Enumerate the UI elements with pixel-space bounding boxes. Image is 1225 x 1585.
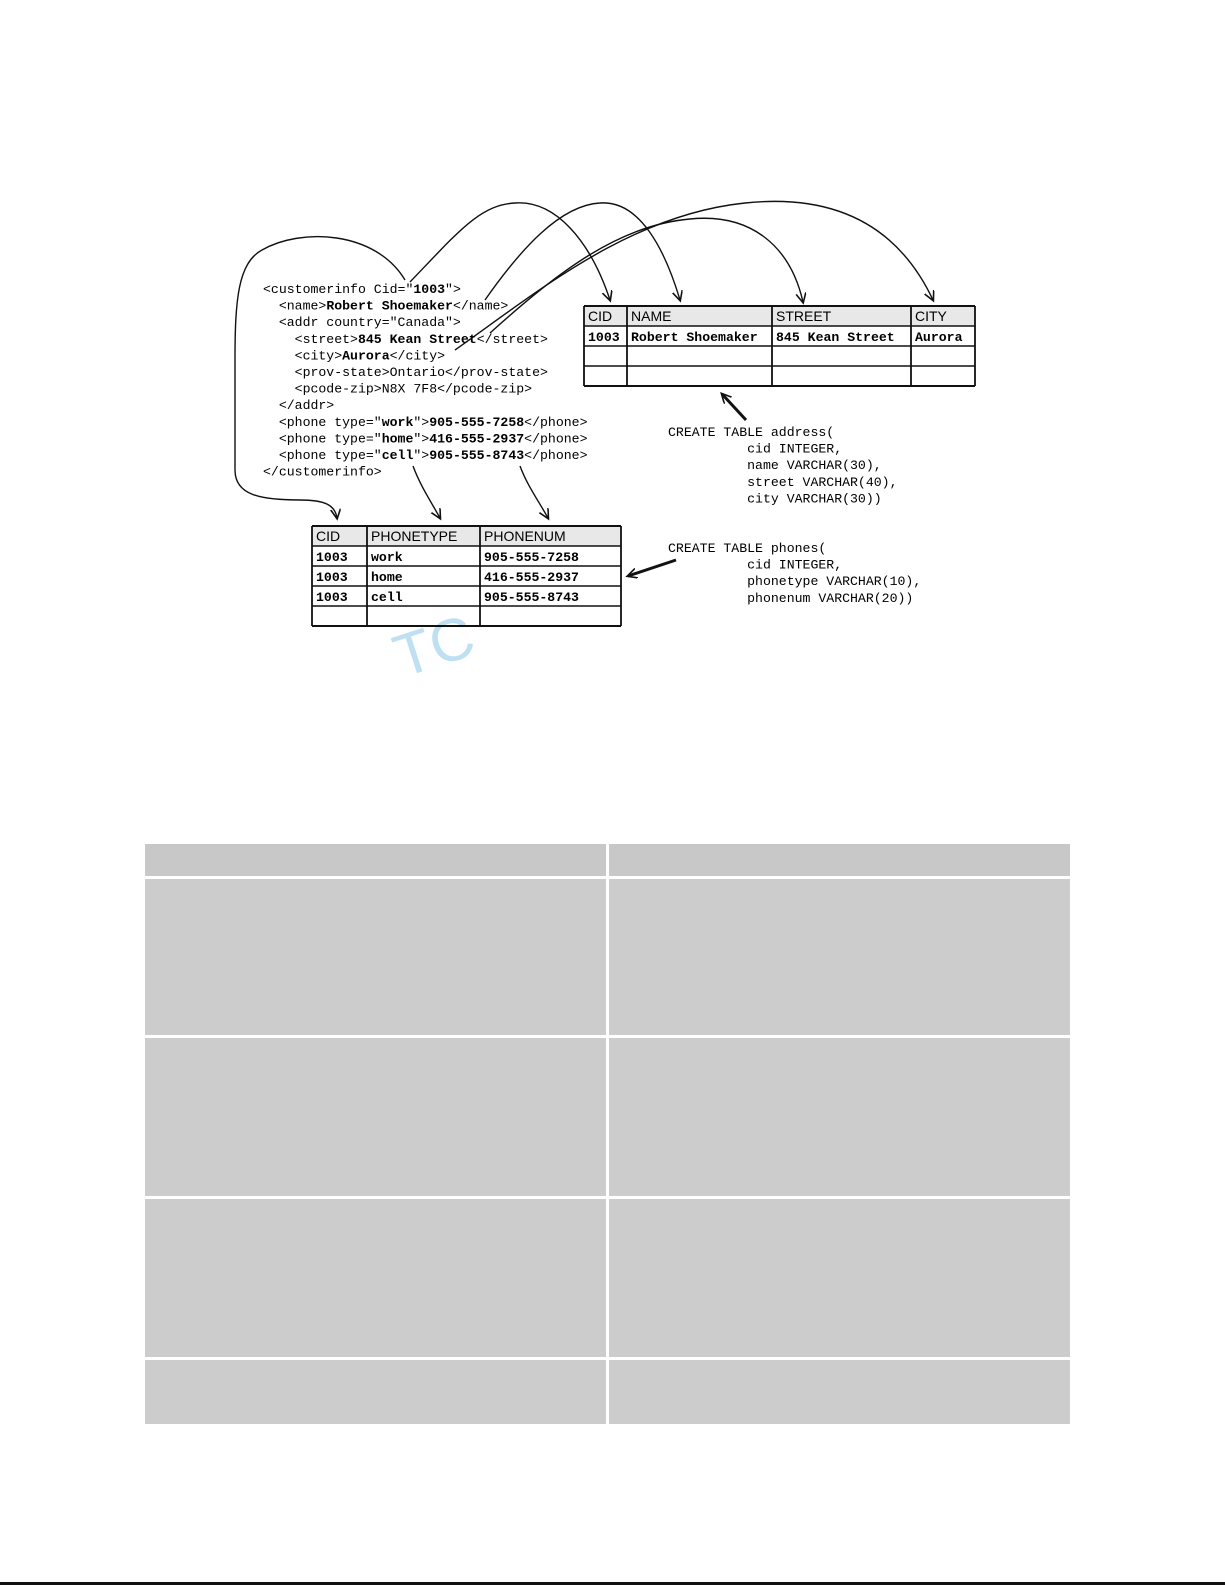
arrow-number-to-phones <box>520 466 548 518</box>
sql-line: CREATE TABLE phones( <box>668 541 827 556</box>
sql-create-phones <box>668 541 921 606</box>
xml-markup: </name> <box>452 298 509 314</box>
grid-cell <box>145 879 606 1035</box>
xml-value: Robert Shoemaker <box>326 298 453 314</box>
sql-line: cid INTEGER, <box>668 441 843 457</box>
table-cell: cell <box>371 590 403 605</box>
table-cell: 1003 <box>588 330 620 345</box>
sql-line: phonetype VARCHAR(10), <box>668 574 922 590</box>
xml-markup: <phone type=" <box>263 431 382 447</box>
table-cell: 416-555-2937 <box>484 570 579 585</box>
xml-markup: </customerinfo> <box>263 464 382 480</box>
xml-line <box>263 365 548 380</box>
xml-markup: "> <box>413 448 430 463</box>
sql-line: cid INTEGER, <box>668 557 843 573</box>
sql-line: name VARCHAR(30), <box>668 458 882 474</box>
xml-markup: "> <box>413 414 430 430</box>
xml-markup: </phone> <box>524 448 588 463</box>
grid-cell <box>609 1360 1070 1424</box>
xml-markup: <phone type=" <box>263 414 382 430</box>
sql-create-address <box>668 425 898 506</box>
xml-markup: </phone> <box>524 431 588 447</box>
xml-markup: <name> <box>263 298 327 314</box>
grid-cell <box>145 1038 606 1196</box>
table-header-fill <box>312 526 621 546</box>
grid-header-cell <box>609 844 1070 876</box>
xml-line <box>263 332 548 347</box>
grid-cell <box>609 879 1070 1035</box>
table-cell: 1003 <box>316 570 348 585</box>
xml-value: 905-555-8743 <box>429 448 525 463</box>
xml-markup: </phone> <box>524 414 588 430</box>
xml-value: home <box>381 431 414 447</box>
sql-line: phonenum VARCHAR(20)) <box>668 590 914 606</box>
xml-line <box>263 415 588 430</box>
xml-markup: <customerinfo Cid=" <box>263 282 414 297</box>
xml-line <box>263 348 445 363</box>
table-cell: Aurora <box>915 330 963 345</box>
column-header: CID <box>588 308 613 324</box>
xml-value: cell <box>381 448 414 463</box>
grid-header-cell <box>145 844 606 876</box>
blank-table-grid <box>145 844 1067 1418</box>
arrow-name-to-address <box>485 203 680 300</box>
xml-markup: <phone type=" <box>263 448 382 463</box>
xml-markup: "> <box>445 282 461 297</box>
xml-line <box>263 448 588 463</box>
xml-markup: <city> <box>263 348 343 364</box>
table-cell: 1003 <box>316 590 348 605</box>
watermark: TC <box>385 601 483 691</box>
arrow-type-to-phones <box>413 466 440 518</box>
grid-cell <box>609 1199 1070 1357</box>
xml-line <box>263 282 461 297</box>
address-table <box>584 306 975 386</box>
xml-to-relational-diagram <box>0 0 1225 720</box>
xml-line <box>263 398 334 413</box>
column-header: STREET <box>776 308 832 324</box>
xml-markup: <addr country="Canada"> <box>263 315 461 331</box>
xml-markup: </street> <box>476 331 548 347</box>
grid-cell <box>145 1360 606 1424</box>
xml-line <box>263 299 508 314</box>
xml-value: 416-555-2937 <box>429 431 525 447</box>
xml-document <box>263 282 588 480</box>
grid-cell <box>145 1199 606 1357</box>
table-cell: Robert Shoemaker <box>631 330 758 345</box>
column-header: PHONENUM <box>484 528 566 544</box>
xml-markup: <street> <box>263 331 358 347</box>
xml-line <box>263 431 588 446</box>
xml-value: Aurora <box>342 348 390 364</box>
arrow-sql-address <box>722 394 746 420</box>
sql-line: CREATE TABLE address( <box>668 425 835 440</box>
xml-value: work <box>381 414 414 430</box>
table-cell: home <box>371 570 403 585</box>
column-header: PHONETYPE <box>371 528 458 544</box>
column-header: CID <box>316 528 341 544</box>
grid-cell <box>609 1038 1070 1196</box>
table-cell: 1003 <box>316 550 348 565</box>
phones-table <box>312 526 621 626</box>
xml-line <box>263 465 382 480</box>
xml-line <box>263 315 461 330</box>
table-cell: 905-555-8743 <box>484 590 579 605</box>
sql-line: street VARCHAR(40), <box>668 474 898 490</box>
xml-value: 845 Kean Street <box>357 331 477 347</box>
column-header: NAME <box>631 308 672 324</box>
xml-markup: </addr> <box>263 398 335 414</box>
xml-value: 1003 <box>413 282 446 297</box>
sql-line: city VARCHAR(30)) <box>668 491 882 507</box>
xml-markup: <pcode-zip>N8X 7F8</pcode-zip> <box>263 381 533 397</box>
table-cell: work <box>371 550 403 565</box>
table-cell: 845 Kean Street <box>776 330 895 345</box>
arrow-city-to-address <box>452 201 933 350</box>
xml-markup: "> <box>413 431 430 447</box>
xml-value: 905-555-7258 <box>429 414 525 430</box>
table-cell: 905-555-7258 <box>484 550 579 565</box>
column-header: CITY <box>915 308 947 324</box>
xml-line <box>263 382 532 397</box>
xml-markup: <prov-state>Ontario</prov-state> <box>263 365 548 380</box>
xml-markup: </city> <box>389 348 446 364</box>
